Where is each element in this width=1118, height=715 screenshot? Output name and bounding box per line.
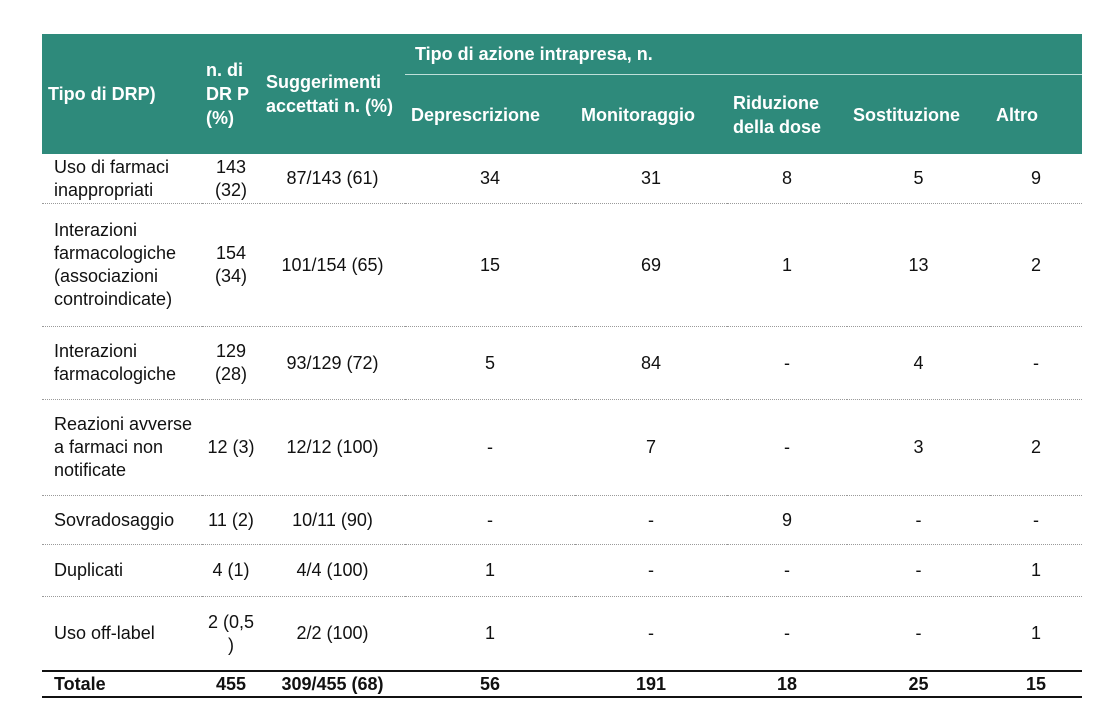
row-val-sostituzione: 13 (847, 204, 990, 327)
row-val-deprescrizione: 15 (405, 204, 575, 327)
row-suggerimenti: 93/129 (72) (260, 327, 405, 400)
row-n-drp: 2 (0,5 ) (202, 597, 260, 672)
row-val-altro: 1 (990, 597, 1082, 672)
total-suggerimenti: 309/455 (68) (260, 671, 405, 697)
row-n-drp: 154 (34) (202, 204, 260, 327)
row-tipo: Duplicati (42, 545, 202, 597)
table-row (42, 496, 1082, 545)
total-monitoraggio: 191 (575, 671, 727, 697)
row-tipo: Uso off-label (42, 597, 202, 672)
row-val-monitoraggio: - (575, 496, 727, 545)
row-val-deprescrizione: - (405, 400, 575, 496)
table-body (42, 154, 1082, 697)
row-tipo: Sovradosaggio (42, 496, 202, 545)
table-row (42, 204, 1082, 327)
row-val-altro: 2 (990, 400, 1082, 496)
row-val-sostituzione: 3 (847, 400, 990, 496)
row-val-deprescrizione: - (405, 496, 575, 545)
row-tipo: Reazioni avverse a farmaci non notificate (42, 400, 202, 496)
row-val-monitoraggio: - (575, 597, 727, 672)
row-val-deprescrizione: 34 (405, 154, 575, 204)
total-deprescrizione: 56 (405, 671, 575, 697)
header-sostituzione: Sostituzione (847, 75, 990, 155)
total-sostituzione: 25 (847, 671, 990, 697)
header-altro: Altro (990, 75, 1082, 155)
row-val-riduzione: 9 (727, 496, 847, 545)
row-val-monitoraggio: - (575, 545, 727, 597)
row-tipo: Uso di farmaci inappropriati (42, 154, 202, 204)
total-label: Totale (42, 671, 202, 697)
row-tipo: Interazioni farmacologiche (associazioni controindicate) (42, 204, 202, 327)
row-val-monitoraggio: 84 (575, 327, 727, 400)
row-n-drp: 4 (1) (202, 545, 260, 597)
row-val-altro: - (990, 327, 1082, 400)
row-val-sostituzione: - (847, 496, 990, 545)
row-suggerimenti: 101/154 (65) (260, 204, 405, 327)
row-val-monitoraggio: 31 (575, 154, 727, 204)
table-row (42, 154, 1082, 204)
row-n-drp: 143 (32) (202, 154, 260, 204)
row-val-deprescrizione: 1 (405, 597, 575, 672)
row-suggerimenti: 87/143 (61) (260, 154, 405, 204)
total-n-drp: 455 (202, 671, 260, 697)
row-n-drp: 12 (3) (202, 400, 260, 496)
header-riduzione-dose: Riduzione della dose (727, 75, 847, 155)
row-val-altro: - (990, 496, 1082, 545)
row-suggerimenti: 12/12 (100) (260, 400, 405, 496)
total-altro: 15 (990, 671, 1082, 697)
row-val-riduzione: - (727, 597, 847, 672)
row-val-deprescrizione: 5 (405, 327, 575, 400)
row-val-sostituzione: 5 (847, 154, 990, 204)
row-n-drp: 11 (2) (202, 496, 260, 545)
row-tipo: Interazioni farmacologiche (42, 327, 202, 400)
header-tipo-drp: Tipo di DRP) (42, 34, 202, 154)
table-row (42, 545, 1082, 597)
row-suggerimenti: 2/2 (100) (260, 597, 405, 672)
row-val-riduzione: 8 (727, 154, 847, 204)
row-val-altro: 1 (990, 545, 1082, 597)
row-val-riduzione: - (727, 327, 847, 400)
drp-table (42, 34, 1082, 698)
header-group-azione: Tipo di azione intrapresa, n. (405, 34, 1082, 75)
row-val-riduzione: - (727, 545, 847, 597)
row-val-sostituzione: - (847, 545, 990, 597)
row-val-altro: 2 (990, 204, 1082, 327)
total-riduzione: 18 (727, 671, 847, 697)
table-row (42, 597, 1082, 672)
header-suggerimenti: Suggerimenti accettati n. (%) (260, 34, 405, 154)
row-n-drp: 129 (28) (202, 327, 260, 400)
row-val-monitoraggio: 69 (575, 204, 727, 327)
row-val-monitoraggio: 7 (575, 400, 727, 496)
row-val-altro: 9 (990, 154, 1082, 204)
header-n-drp: n. di DR P (%) (202, 34, 260, 154)
row-val-deprescrizione: 1 (405, 545, 575, 597)
table-header (42, 34, 1082, 154)
table-row (42, 400, 1082, 496)
header-monitoraggio: Monitoraggio (575, 75, 727, 155)
table-row (42, 327, 1082, 400)
header-deprescrizione: Deprescrizione (405, 75, 575, 155)
row-suggerimenti: 10/11 (90) (260, 496, 405, 545)
row-val-riduzione: - (727, 400, 847, 496)
row-val-riduzione: 1 (727, 204, 847, 327)
table-row-total (42, 671, 1082, 697)
row-val-sostituzione: - (847, 597, 990, 672)
row-suggerimenti: 4/4 (100) (260, 545, 405, 597)
row-val-sostituzione: 4 (847, 327, 990, 400)
